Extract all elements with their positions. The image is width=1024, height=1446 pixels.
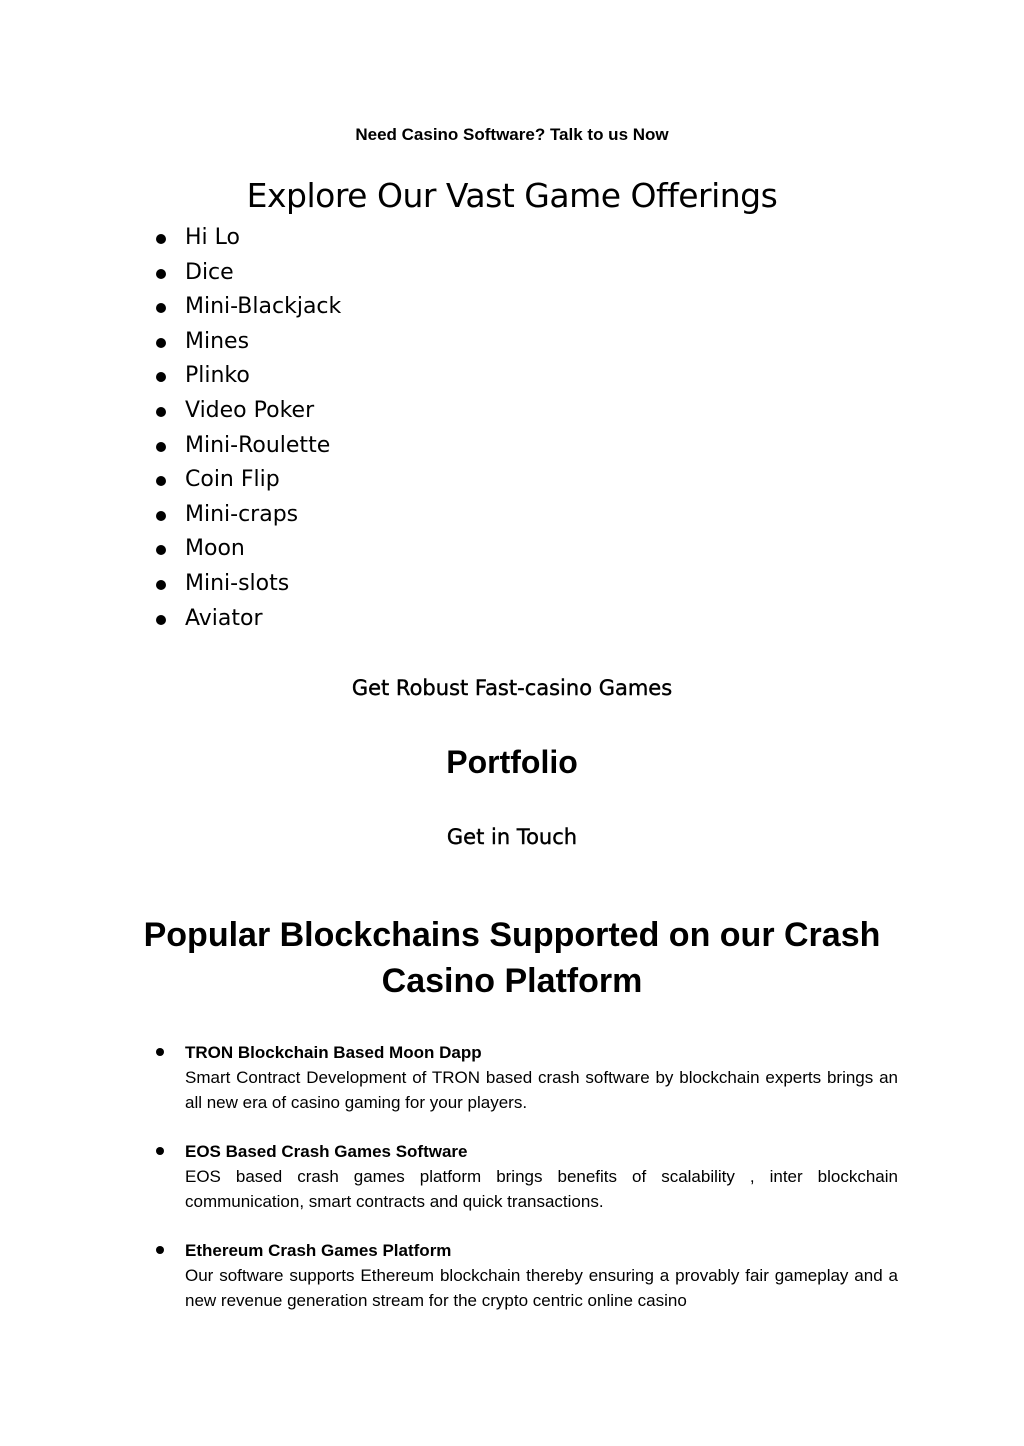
bullet-icon — [156, 442, 166, 452]
bullet-icon — [156, 269, 166, 279]
list-item — [155, 359, 341, 394]
bullet-icon — [156, 407, 166, 417]
game-name: Mini-craps — [185, 501, 299, 527]
game-name: Moon — [185, 536, 245, 562]
list-item — [155, 1139, 898, 1214]
list-item — [155, 325, 341, 360]
list-item — [155, 1238, 898, 1313]
bullet-icon — [156, 1246, 164, 1254]
list-item — [155, 1040, 898, 1115]
list-item — [155, 221, 341, 256]
bullet-icon — [156, 338, 166, 348]
list-item — [155, 256, 341, 291]
blockchain-item-title: TRON Blockchain Based Moon Dapp — [185, 1043, 482, 1062]
contact-cta-link[interactable]: Need Casino Software? Talk to us Now — [355, 125, 669, 144]
bullet-icon — [156, 372, 166, 382]
game-name: Plinko — [185, 363, 250, 389]
blockchains-section-title: Popular Blockchains Supported on our Crash Casino Platform — [143, 916, 881, 1000]
bullet-icon — [156, 545, 166, 555]
bullet-icon — [156, 1147, 164, 1155]
game-name: Mini-Blackjack — [185, 294, 342, 320]
game-name: Mini-slots — [185, 570, 290, 596]
game-name: Aviator — [185, 605, 263, 631]
blockchain-item-description: Smart Contract Development of TRON based crash software by blockchain experts brings an all new era of casino gaming for your players. — [185, 1068, 898, 1112]
game-name: Hi Lo — [185, 225, 240, 250]
blockchain-item-description: EOS based crash games platform brings benefits of scalability , inter blockchain communication, smart contracts and quick transactions. — [185, 1167, 898, 1211]
list-item — [155, 463, 341, 498]
list-item — [155, 394, 341, 429]
blockchain-item-title: EOS Based Crash Games Software — [185, 1142, 468, 1161]
game-name: Coin Flip — [185, 467, 280, 493]
bullet-icon — [156, 476, 166, 486]
list-item — [155, 290, 341, 325]
list-item — [155, 429, 341, 464]
bullet-icon — [156, 1048, 164, 1056]
bullet-icon — [156, 234, 166, 244]
game-name: Mini-Roulette — [185, 432, 331, 458]
get-in-touch-link[interactable]: Get in Touch — [446, 825, 578, 849]
games-list — [155, 221, 341, 636]
list-item — [155, 532, 341, 567]
game-name: Dice — [185, 259, 234, 285]
bullet-icon — [156, 511, 166, 521]
game-name: Mines — [185, 328, 250, 354]
blockchains-list — [155, 1040, 898, 1337]
games-section-title: Explore Our Vast Game Offerings — [246, 176, 778, 215]
fast-casino-games-link[interactable]: Get Robust Fast-casino Games — [351, 676, 673, 700]
bullet-icon — [156, 615, 166, 625]
portfolio-link[interactable]: Portfolio — [446, 744, 578, 780]
blockchain-item-description: Our software supports Ethereum blockchain thereby ensuring a provably fair gameplay and a new revenue generation stream for the crypto centric online casino — [185, 1266, 898, 1310]
bullet-icon — [156, 303, 166, 313]
list-item — [155, 498, 341, 533]
list-item — [155, 602, 341, 637]
game-name: Video Poker — [185, 397, 315, 423]
list-item — [155, 567, 341, 602]
blockchain-item-title: Ethereum Crash Games Platform — [185, 1241, 452, 1260]
bullet-icon — [156, 580, 166, 590]
